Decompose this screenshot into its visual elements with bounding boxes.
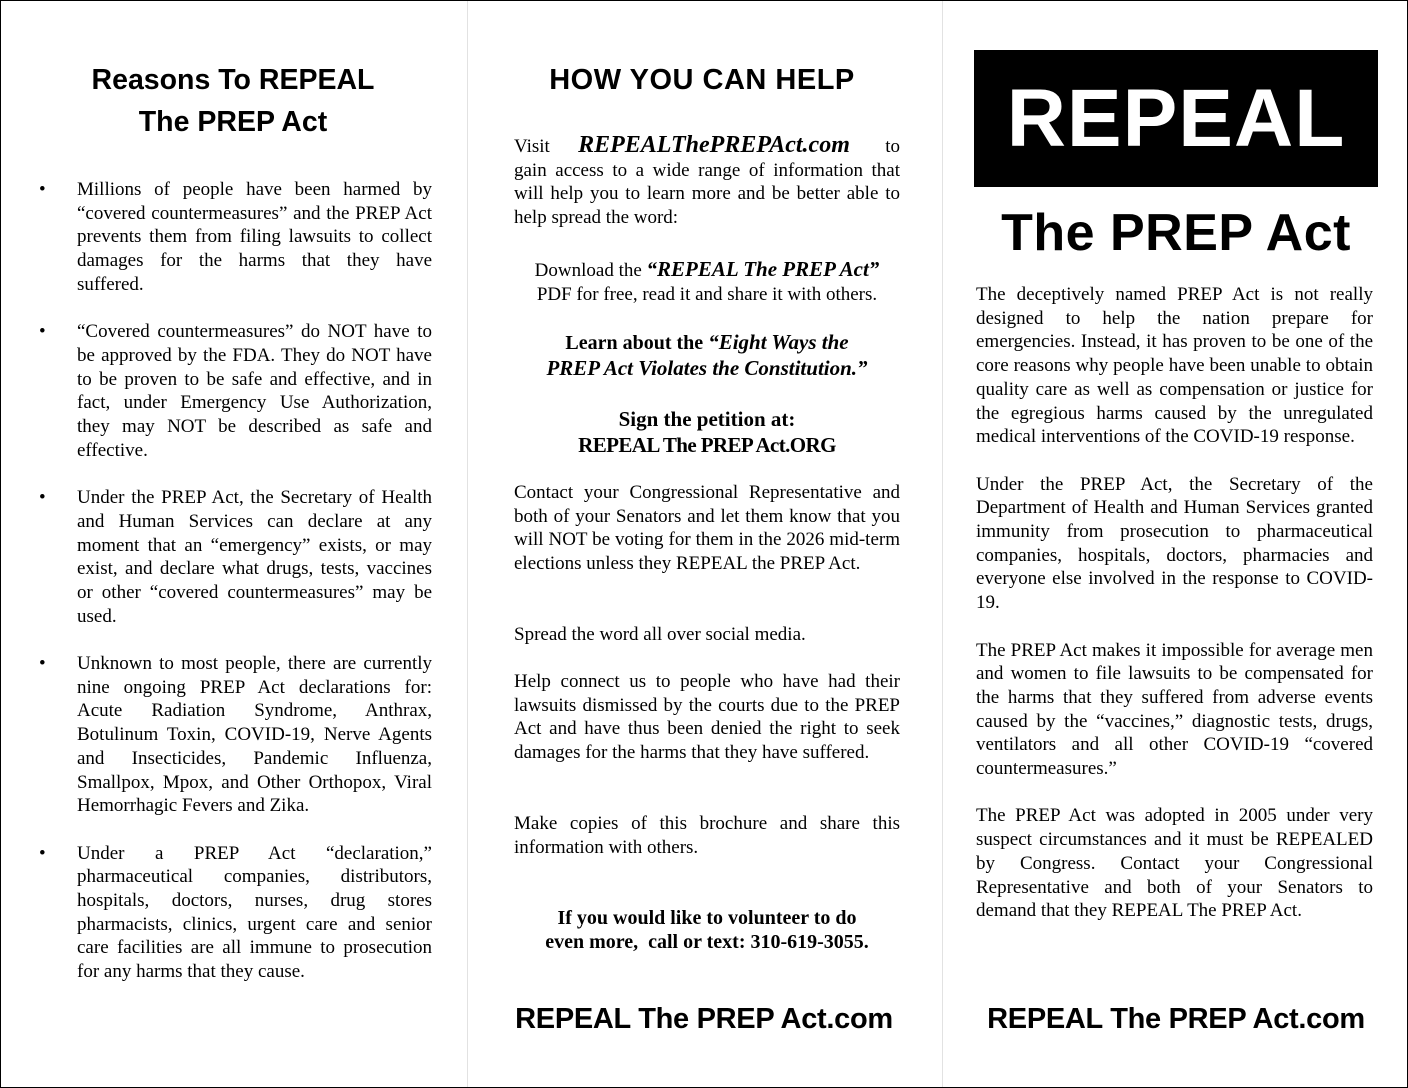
bullet-icon: • xyxy=(39,487,46,509)
visit-suffix: to gain access to a wide range of information that will help you to learn more and be better able to help spread the word: xyxy=(514,136,901,229)
bullet-icon: • xyxy=(39,321,46,343)
volunteer-line2: even more, call or text: 310-619-3055. xyxy=(545,931,869,953)
download-prefix: Download the xyxy=(534,260,642,281)
contact-paragraph xyxy=(514,481,900,576)
right-paragraph: The PREP Act makes it impossible for average men and women to file lawsuits to be compensated for the harms that they suffered from adverse events caused by the “vaccines,” diagnostic tests, drugs, ventilators and all other COVID-19 “covered countermeasures.” xyxy=(976,639,1373,780)
bullet-icon: • xyxy=(39,179,46,200)
learn-paragraph xyxy=(514,330,900,382)
right-paragraph: The deceptively named PREP Act is not really designed to help the nation prepare for emergencies. Instead, it has proven to be one of the core reasons why people have been unable to obtain quality care as well as compensation or justice for the egregious harms caused by the unregulated medical interventions of the COVID-19 response. xyxy=(976,284,1373,448)
prep-act-subheadline: The PREP Act xyxy=(1001,204,1351,262)
list-item xyxy=(39,486,432,628)
volunteer-line1: If you would like to volunteer to do xyxy=(557,907,857,929)
right-footer-url[interactable]: REPEAL The PREP Act.com xyxy=(987,1003,1365,1035)
copies-paragraph xyxy=(514,812,900,859)
panel-divider-right xyxy=(942,1,943,1087)
right-body xyxy=(976,283,1373,947)
copies-text: Make copies of this brochure and share this information with others. xyxy=(514,813,900,858)
bullet-icon: • xyxy=(39,653,46,675)
reasons-title xyxy=(31,59,435,143)
right-paragraph: Under the PREP Act, the Secretary of the Department of Health and Human Services granted immunity from prosecution to pharmaceutical companies, hospitals, doctors, pharmacies and everyone else involved in the response to COVID-19. xyxy=(976,473,1373,614)
list-item-text: Unknown to most people, there are currently nine ongoing PREP Act declarations for: Acute Radiation Syndrome, Anthrax, Botulinum Toxin, COVID-19, Nerve Agents and Insecticides, Pandemic Influenza, Smallpox, Mpox, and Other Orthopox, Viral Hemorrhagic Fevers and Zika. xyxy=(77,653,432,817)
download-title: “REPEAL The PREP Act” xyxy=(646,257,880,281)
list-item xyxy=(39,652,432,818)
petition-paragraph xyxy=(514,406,900,458)
list-item-text: Under the PREP Act, the Secretary of Health and Human Services can declare at any moment that an “emergency” exists, or may exist, and declare what drugs, tests, vaccines or other “covered countermeasures” may be used. xyxy=(77,487,432,627)
bullet-icon: • xyxy=(39,842,46,864)
spread-text: Spread the word all over social media. xyxy=(514,624,806,645)
reasons-title-line1: Reasons To REPEAL xyxy=(91,64,375,96)
visit-prefix: Visit xyxy=(514,136,550,157)
middle-footer-url[interactable]: REPEAL The PREP Act.com xyxy=(515,1003,893,1035)
panel-divider-left xyxy=(467,1,468,1087)
petition-link[interactable]: REPEAL The PREP Act.ORG xyxy=(578,433,836,457)
volunteer-paragraph xyxy=(491,906,923,954)
list-item xyxy=(39,178,432,297)
download-suffix: PDF for free, read it and share it with others. xyxy=(536,283,878,305)
repeal-banner xyxy=(974,50,1378,187)
list-item xyxy=(39,320,432,462)
list-item xyxy=(39,842,432,984)
list-item-text: Millions of people have been harmed by “covered countermeasures” and the PREP Act prevents them from filing lawsuits to collect damages for the harms that they have suffered. xyxy=(77,179,432,295)
repeal-headline: REPEAL xyxy=(1006,72,1346,164)
visit-paragraph xyxy=(514,134,900,230)
how-you-can-help-title: HOW YOU CAN HELP xyxy=(549,64,855,96)
contact-text: Contact your Congressional Representative and both of your Senators and let them know that you will NOT be voting for them in the 2026 mid-term elections unless they REPEAL the PREP Act. xyxy=(514,482,900,575)
learn-title-line1: “Eight Ways the xyxy=(708,330,849,354)
spread-paragraph xyxy=(514,623,900,647)
reasons-list xyxy=(39,178,432,1008)
learn-prefix: Learn about the xyxy=(565,332,704,354)
list-item-text: “Covered countermeasures” do NOT have to be approved by the FDA. They do NOT have to be proven to be safe and effective, and in fact, under Emergency Use Authorization, they may NOT be described as safe and effective. xyxy=(77,321,432,461)
help-paragraph xyxy=(514,670,900,765)
help-text: Help connect us to people who have had their lawsuits dismissed by the courts due to the PREP Act and have thus been denied the right to seek damages for the harms that they have suffered. xyxy=(514,671,900,764)
list-item-text: Under a PREP Act “declaration,” pharmaceutical companies, distributors, hospitals, doctors, nurses, drug stores pharmacists, clinics, urgent care and senior care facilities are all immune to prosecution for any harms that they cause. xyxy=(77,842,432,983)
learn-title-line2: PREP Act Violates the Constitution.” xyxy=(546,356,868,380)
reasons-title-line2: The PREP Act xyxy=(138,106,328,138)
download-paragraph xyxy=(514,258,900,306)
website-link[interactable]: REPEALThePREPAct.com xyxy=(578,132,850,158)
petition-label: Sign the petition at: xyxy=(618,407,796,431)
right-paragraph: The PREP Act was adopted in 2005 under very suspect circumstances and it must be REPEALED by Congress. Contact your Congressional Representative and both of your Senators to demand that they REPEAL The PREP Act. xyxy=(976,805,1373,922)
